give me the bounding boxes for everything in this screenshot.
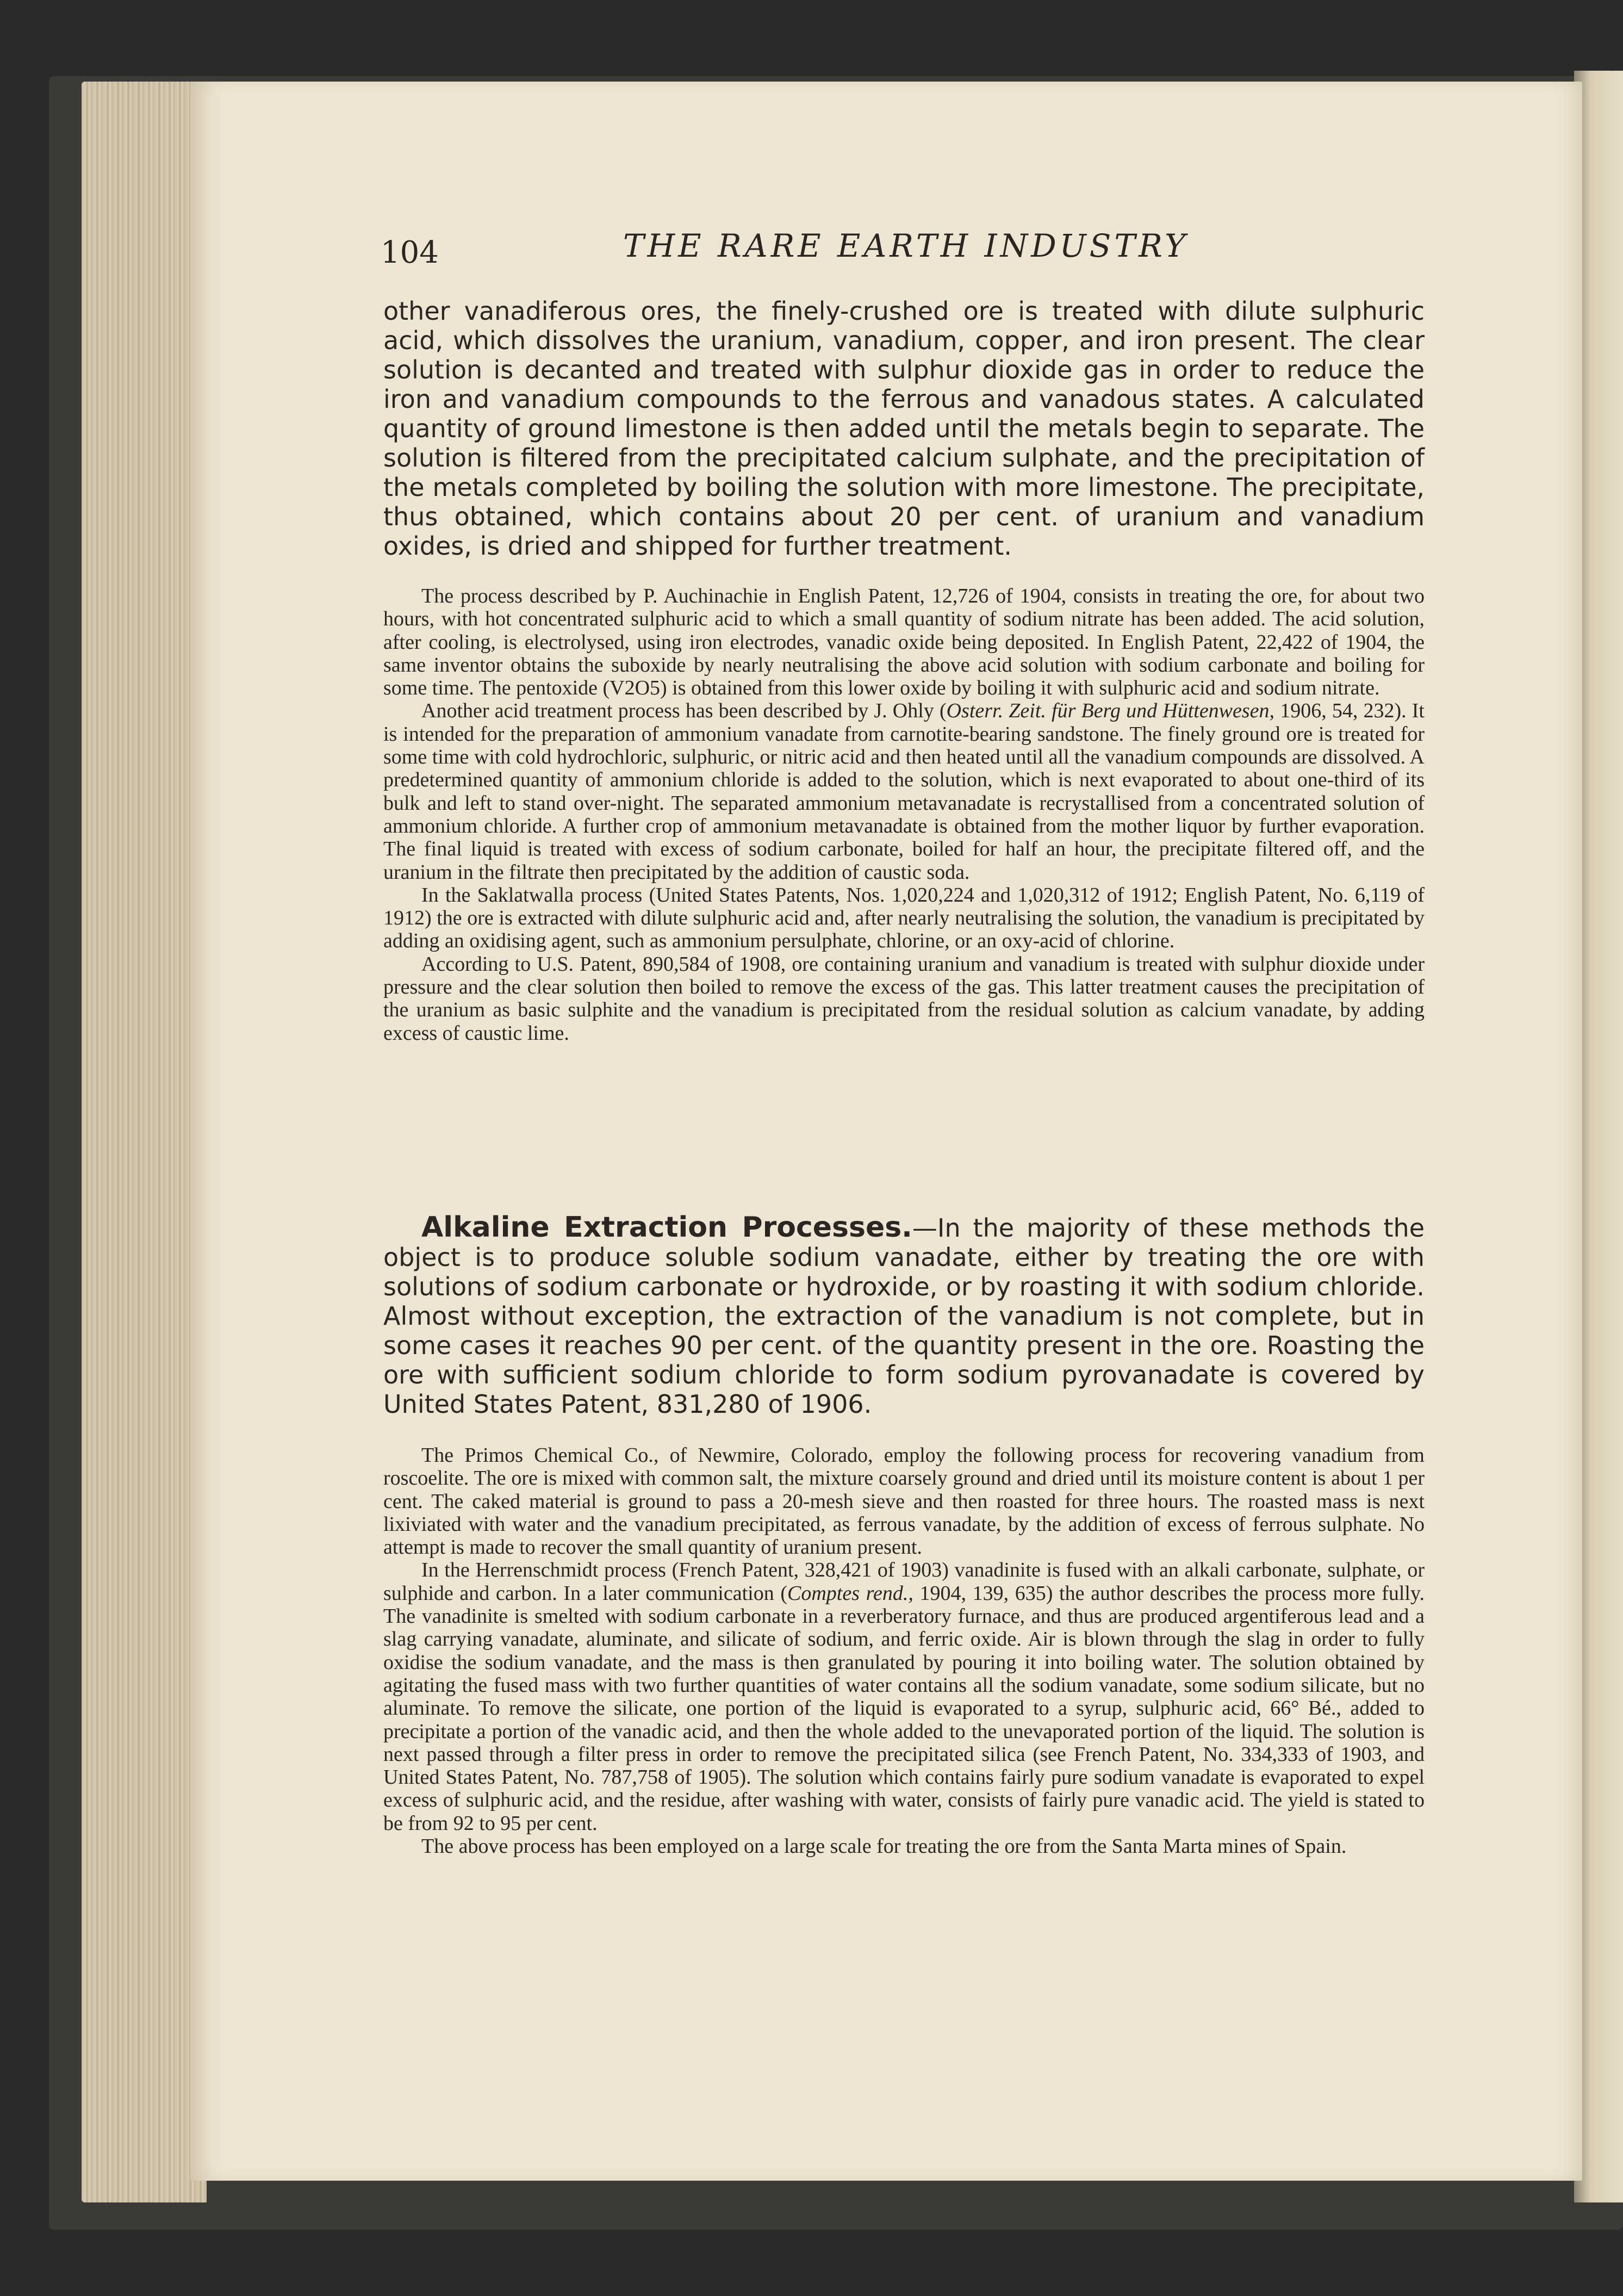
- alkaline-section: [383, 1213, 1425, 1419]
- paragraph-text: In the Herrenschmidt process (French Patent, 328,421 of 1903) vanadinite is fused with an alkali carbonate, sulphate, or sulphide and carbon. In a later communication (: [383, 1559, 1425, 1605]
- paragraph: [383, 1559, 1425, 1835]
- paragraph: The Primos Chemical Co., of Newmire, Colorado, employ the following process for recovering vanadium from roscoelite. The ore is mixed with common salt, the mixture coarsely ground and dried until its moisture content is about 1 per cent. The caked material is ground to pass a 20-mesh sieve and then roasted for three hours. The roasted mass is next lixiviated with water and the vanadium precipitated, as ferrous vanadate, by the addition of excess of ferrous sulphate. No attempt is made to recover the small quantity of uranium present.: [383, 1444, 1425, 1559]
- page-header: [381, 227, 1468, 271]
- paragraph: According to U.S. Patent, 890,584 of 1908, ore containing uranium and vanadium is treated with sulphur dioxide under pressure and the clear solution then boiled to remove the excess of the gas. This latter treatment causes the precipitation of the uranium as basic sulphite and the vanadium is precipitated from the residual solution as calcium vanadate, by adding excess of caustic lime.: [383, 952, 1425, 1045]
- body-text-top: [383, 296, 1425, 561]
- paragraph: [383, 1213, 1425, 1419]
- paragraph-text: Another acid treatment process has been described by J. Ohly (: [421, 699, 947, 723]
- small-print-section-1: [383, 585, 1425, 1045]
- paragraph: [383, 699, 1425, 883]
- paragraph: The above process has been employed on a large scale for treating the ore from the Santa Marta mines of Spain.: [421, 1835, 1347, 1858]
- page-edges: [82, 82, 207, 2202]
- journal-citation: Comptes rend.,: [787, 1581, 913, 1605]
- running-head: THE RARE EARTH INDUSTRY: [623, 227, 1189, 264]
- page-number: 104: [381, 235, 439, 270]
- paragraph: other vanadiferous ores, the finely-crushed ore is treated with dilute sulphuric acid, which dissolves the uranium, vanadium, copper, and iron present. The clear solution is decanted and treated with sulphur dioxide gas in order to reduce the iron and vanadium compounds to the ferrous and vanadous states. A calculated quantity of ground limestone is then added until the metals begin to separate. The solution is filtered from the precipitated calcium sulphate, and the precipitation of the metals completed by boiling the solution with more limestone. The precipitate, thus obtained, which contains about 20 per cent. of uranium and vanadium oxides, is dried and shipped for further treatment.: [383, 296, 1425, 561]
- paragraph-text: —In the majority of these methods the object is to produce soluble sodium vanadate, either by treating the ore with solutions of sodium carbonate or hydroxide, or by roasting it with sodium chloride. Almost without exception, the extraction of the vanadium is not complete, but in some cases it reaches 90 per cent. of the quantity present in the ore. Roasting the ore with sufficient sodium chloride to form sodium pyrovanadate is covered by United States Patent, 831,280 of 1906.: [383, 1213, 1425, 1419]
- small-print-section-2: [383, 1444, 1425, 1858]
- journal-citation: Osterr. Zeit. für Berg und Hüttenwesen,: [946, 699, 1275, 723]
- section-heading: Alkaline Extraction Processes.: [421, 1211, 912, 1244]
- paragraph-text: 1904, 139, 635) the author describes the process more fully. The vanadinite is smelted with sodium carbonate in a reverberatory furnace, and thus are produced argentiferous lead and a slag carrying vanadate, aluminate, and silicate of sodium, and ferric oxide. Air is blown through the slag in order to fully oxidise the sodium vanadate, and the mass is then granulated by pouring it into boiling water. The solution obtained by agitating the fused mass with two further quantities of water contains all the sodium vanadate, some sodium silicate, but no aluminate. To remove the silicate, one portion of the liquid is evaporated to a syrup, sulphuric acid, 66° Bé., added to precipitate a portion of the vanadic acid, and then the whole added to the unevaporated portion of the liquid. The solution is next passed through a filter press in order to remove the precipitated silica (see French Patent, No. 334,333 of 1903, and United States Patent, No. 787,758 of 1905). The solution which contains fairly pure sodium vanadate is evaporated to expel excess of sulphuric acid, and the residue, after washing with water, consists of fairly pure vanadic acid. The yield is stated to be from 92 to 95 per cent.: [383, 1581, 1425, 1835]
- paragraph: The process described by P. Auchinachie in English Patent, 12,726 of 1904, consists in treating the ore, for about two hours, with hot concentrated sulphuric acid to which a small quantity of sodium nitrate has been added. The acid solution, after cooling, is electrolysed, using iron electrodes, vanadic oxide being deposited. In English Patent, 22,422 of 1904, the same inventor obtains the suboxide by nearly neutralising the above acid solution with sodium carbonate and boiling for some time. The pentoxide (V2O5) is obtained from this lower oxide by boiling it with sulphuric acid and sodium nitrate.: [383, 585, 1425, 700]
- paragraph-text: 1906, 54, 232). It is intended for the preparation of ammonium vanadate from carnotite-bearing sandstone. The finely ground ore is treated for some time with cold hydrochloric, sulphuric, or nitric acid and then heated until all the vanadium compounds are dissolved. A predetermined quantity of ammonium chloride is added to the solution, which is next evaporated to about one-third of its bulk and left to stand over-night. The separated ammonium metavanadate is recrystallised from a concentrated solution of ammonium chloride. A further crop of ammonium metavanadate is obtained from the mother liquor by further evaporation. The final liquid is treated with excess of sodium carbonate, boiled for half an hour, the precipitate filtered off, and the uranium in the filtrate then precipitated by the addition of caustic soda.: [383, 699, 1425, 884]
- paragraph: In the Saklatwalla process (United States Patents, Nos. 1,020,224 and 1,020,312 of 1912; English Patent, No. 6,119 of 1912) the ore is extracted with dilute sulphuric acid and, after nearly neutralising the solution, the vanadium is precipitated by adding an oxidising agent, such as ammonium persulphate, chlorine, or an oxy-acid of chlorine.: [383, 883, 1425, 953]
